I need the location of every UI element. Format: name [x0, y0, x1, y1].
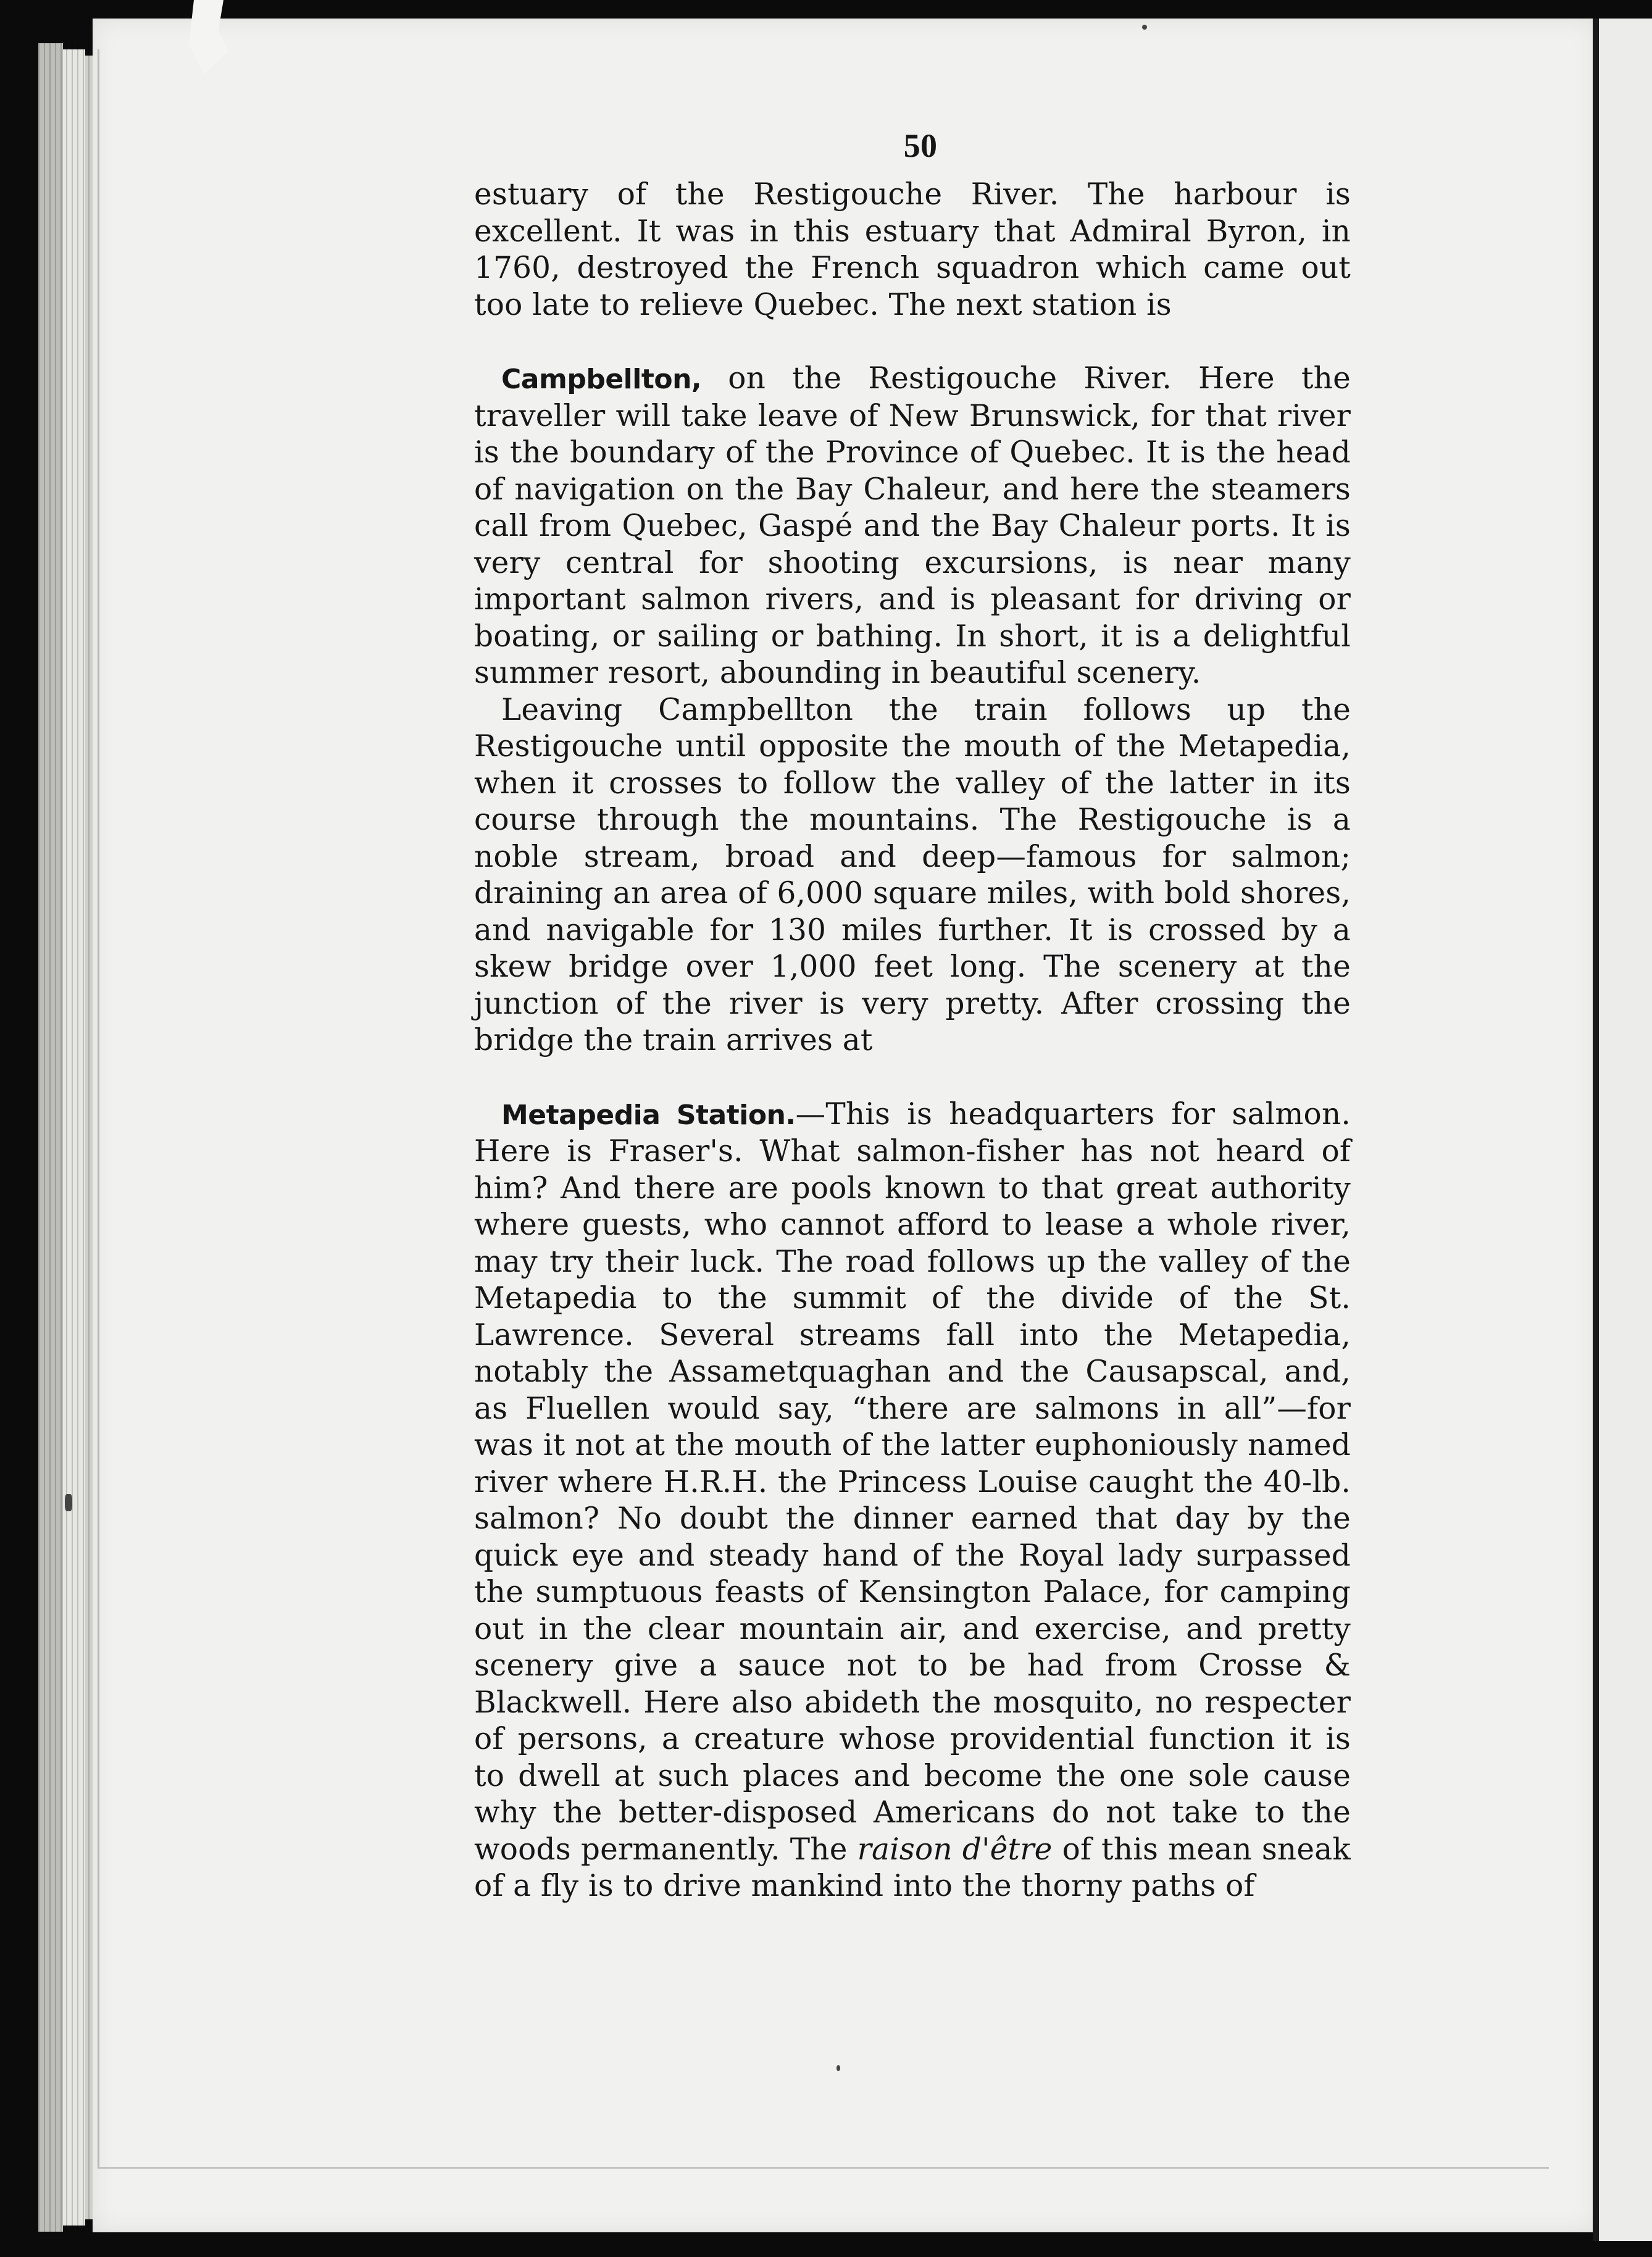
raison-detre-italic: raison d'être: [857, 1832, 1053, 1867]
speck: [1142, 25, 1147, 30]
paragraph-campbellton: [474, 361, 1351, 692]
paragraph-gap: [474, 323, 1351, 361]
facing-page-edge: [1593, 19, 1652, 2241]
paragraph-metapedia: [474, 1096, 1351, 1905]
heading-campbellton: Campbellton,: [501, 364, 702, 395]
paragraph-gap: [474, 1059, 1351, 1096]
body-text: [474, 127, 1351, 1905]
metapedia-text-a: —This is headquarters for salmon. Here is Fraser's. What salmon-fisher has not heard of him? And there are pools known to that great authority where guests, who cannot afford to lease a whole river, may try their luck. The road follows up the valley of the Metapedia to the summit of the divide of the St. Lawrence. Several streams fall into the Metapedia, notably the Assametquaghan and the Causapscal, and, as Fluellen would say, “there are salmons in all”—for was it not at the mouth of the latter euphoniously named river where H.R.H. the Princess Louise caught the 40-lb. salmon? No doubt the dinner earned that day by the quick eye and steady hand of the Royal lady surpassed the sumptuous feasts of Kensington Palace, for camping out in the clear mountain air, and exercise, and pretty scenery give a sauce not to be had from Crosse & Blackwell. Here also abideth the mosquito, no respecter of persons, a creature whose providential function it is to dwell at such places and become the one sole cause why the better-disposed Americans do not take to the woods permanently. The: [474, 1096, 1351, 1867]
metapedia-text-b: of this mean sneak of a fly is to drive mankind into the thorny paths of: [474, 1832, 1351, 1903]
paragraph-estuary: estuary of the Restigouche River. The harbour is excellent. It was in this estuary that Admiral Byron, in 1760, destroyed the French squadron which came out too late to relieve Quebec. The next station is: [474, 177, 1351, 322]
speck: [65, 1494, 72, 1511]
paragraph-leaving-campbellton: Leaving Campbellton the train follows up the Restigouche until opposite the mouth of the Metapedia, when it crosses to follow the valley of the latter in its course through the mountains. The Restigouche is a noble stream, broad and deep—famous for salmon; draining an area of 6,000 square miles, with bold shores, and navigable for 130 miles further. It is crossed by a skew bridge over 1,000 feet long. The scenery at the junction of the river is very pretty. After crossing the bridge the train arrives at: [474, 692, 1351, 1058]
heading-metapedia-station: Metapedia Station.: [501, 1099, 796, 1131]
page-number: 50: [903, 127, 938, 164]
campbellton-text: on the Restigouche River. Here the traveller will take leave of New Brunswick, for that river is the boundary of the Province of Quebec. It is the head of navigation on the Bay Chaleur, and here the steamers call from Quebec, Gaspé and the Bay Chaleur ports. It is very central for shooting excursions, is near many important salmon rivers, and is pleasant for driving or boating, or sailing or bathing. In short, it is a delightful summer resort, abounding in beautiful scenery.: [474, 361, 1351, 690]
speck: [836, 2065, 840, 2071]
